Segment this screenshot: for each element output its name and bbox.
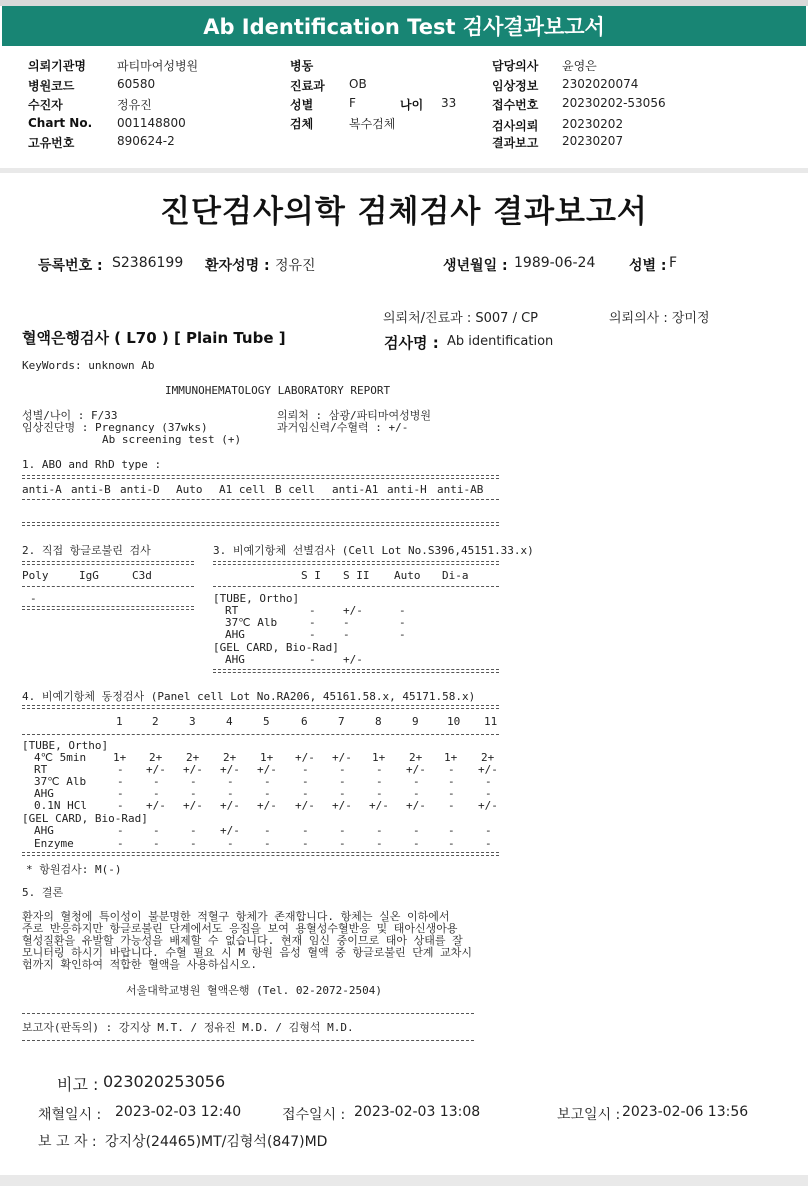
s4-cell: -: [227, 787, 234, 800]
s1-header: anti-B: [71, 483, 111, 496]
s4-cell: +/-: [146, 799, 166, 812]
test-request-label: 검사의뢰: [492, 119, 539, 133]
s2-value: -: [30, 592, 37, 605]
s4-cell: -: [117, 775, 124, 788]
s4-cell: -: [376, 787, 383, 800]
double-rule: [22, 705, 499, 709]
s4-col-header: 1: [116, 715, 123, 728]
reg-no-label: 등록번호 :: [38, 258, 103, 274]
s4-cell: +/-: [478, 763, 498, 776]
s4-cell: 2+: [481, 751, 495, 764]
test-request-value: 20230202: [562, 117, 624, 131]
patient-name-label: 환자성명 :: [205, 258, 270, 274]
s3-header: Auto: [394, 569, 421, 582]
s4-cell: -: [413, 775, 420, 788]
s4-row-label: RT: [34, 763, 48, 776]
age-label: 나이: [400, 98, 424, 112]
report-banner: Ab Identification Test 검사결과보고서: [2, 6, 806, 46]
s4-cell: -: [190, 787, 197, 800]
s4-cell: -: [117, 799, 124, 812]
conclusion-line: 험까지 확인하여 적합한 혈액을 사용하십시오.: [22, 958, 258, 971]
requester-dept: 의뢰처/진료과 : S007 / CP: [383, 311, 538, 326]
s4-cell: -: [485, 775, 492, 788]
s3-row-label: [TUBE, Ortho]: [213, 592, 300, 605]
conclusion-line: 모니터링 하시기 바랍니다. 수혈 필요 시 M 항원 음성 혈액 중 항글로불린 단계 교차시: [22, 946, 472, 959]
s3-cell: -: [399, 628, 406, 641]
s4-cell: 2+: [223, 751, 237, 764]
dept-label: 진료과: [290, 79, 325, 93]
s1-header: B cell: [275, 483, 315, 496]
s4-cell: -: [448, 763, 455, 776]
s4-cell: -: [264, 824, 271, 837]
specimen-value: 복수검체: [349, 117, 396, 131]
s3-cell: -: [343, 628, 350, 641]
s4-cell: -: [227, 837, 234, 850]
s4-cell: -: [302, 837, 309, 850]
s3-header: S I: [301, 569, 321, 582]
specimen-label: 검체: [290, 117, 314, 131]
report-time-value: 2023-02-06 13:56: [622, 1104, 749, 1120]
s4-cell: -: [448, 775, 455, 788]
s4-cell: -: [413, 824, 420, 837]
double-rule: [22, 852, 499, 856]
s4-cell: -: [153, 787, 160, 800]
bottom-border: [0, 1175, 808, 1186]
s4-row-label: 4℃ 5min: [34, 751, 87, 764]
sex-value-2: F: [669, 255, 678, 271]
remarks-label: 비고 :: [57, 1075, 99, 1094]
s4-col-header: 4: [226, 715, 233, 728]
s4-col-header: 10: [447, 715, 461, 728]
sex-label: 성별: [290, 98, 314, 112]
s4-title: 4. 비예기항체 동정검사 (Panel cell Lot No.RA206, 45161.58.x, 45171.58.x): [22, 690, 476, 703]
s4-cell: -: [413, 837, 420, 850]
s4-row-label: AHG: [34, 824, 54, 837]
s4-cell: -: [117, 763, 124, 776]
s3-header: S II: [343, 569, 370, 582]
s3-cell: +/-: [343, 653, 363, 666]
ward-label: 병동: [290, 59, 314, 73]
s4-cell: -: [302, 824, 309, 837]
s4-cell: 1+: [372, 751, 386, 764]
s4-row-label: AHG: [34, 787, 54, 800]
test-section-title: 혈액은행검사 ( L70 ) [ Plain Tube ]: [22, 329, 286, 347]
s4-cell: -: [376, 775, 383, 788]
s4-col-header: 7: [338, 715, 345, 728]
s3-cell: -: [309, 616, 316, 629]
requesting-doctor: 의뢰의사 : 장미정: [609, 311, 710, 326]
collection-label: 채혈일시 :: [38, 1107, 102, 1123]
double-rule: [22, 475, 499, 479]
s4-cell: -: [117, 837, 124, 850]
s4-cell: -: [485, 824, 492, 837]
s4-cell: +/-: [295, 751, 315, 764]
doctor-label: 담당의사: [492, 59, 539, 73]
s4-cell: -: [264, 775, 271, 788]
rule: [22, 734, 499, 735]
s3-cell: -: [399, 616, 406, 629]
s2-header: C3d: [132, 569, 152, 582]
diagnosis-line: 임상진단명 : Pregnancy (37wks): [22, 421, 208, 434]
s1-header: anti-AB: [437, 483, 484, 496]
s4-cell: -: [376, 837, 383, 850]
s3-header: Di-a: [442, 569, 469, 582]
s4-cell: -: [227, 775, 234, 788]
clinical-info-label: 임상정보: [492, 79, 539, 93]
hospital-code-label: 병원코드: [28, 79, 75, 93]
result-report-label: 결과보고: [492, 136, 539, 150]
clinical-info-value: 2302020074: [562, 77, 639, 91]
s4-row-label: 37℃ Alb: [34, 775, 87, 788]
s4-cell: +/-: [478, 799, 498, 812]
test-name-label: 검사명 :: [384, 334, 439, 352]
s4-cell: -: [190, 837, 197, 850]
s4-cell: -: [264, 787, 271, 800]
recipient-value: 정유진: [117, 98, 152, 112]
s2-header: IgG: [79, 569, 99, 582]
result-report-value: 20230207: [562, 134, 624, 148]
s4-cell: -: [339, 775, 346, 788]
s4-cell: -: [153, 824, 160, 837]
conclusion-line: 주로 반응하지만 항글로불린 단계에서도 응집을 보여 용혈성수혈반응 및 태아신생아용: [22, 922, 458, 935]
s4-cell: +/-: [220, 824, 240, 837]
collection-value: 2023-02-03 12:40: [115, 1104, 242, 1120]
s3-cell: -: [309, 628, 316, 641]
chart-no-value: 001148800: [117, 116, 186, 130]
s4-cell: -: [413, 787, 420, 800]
s4-cell: 1+: [444, 751, 458, 764]
screening-line: Ab screening test (+): [102, 433, 242, 446]
s1-header: Auto: [176, 483, 203, 496]
s4-cell: -: [117, 824, 124, 837]
s4-row-label: [GEL CARD, Bio-Rad]: [22, 812, 148, 825]
sex-label-2: 성별 :: [629, 258, 667, 274]
receipt-no-value: 20230202-53056: [562, 96, 666, 110]
s4-cell: -: [302, 775, 309, 788]
report-title: 진단검사의학 검체검사 결과보고서: [160, 194, 648, 230]
s3-cell: -: [399, 604, 406, 617]
s4-cell: -: [153, 775, 160, 788]
unique-no-value: 890624-2: [117, 134, 175, 148]
requester-line: 의뢰처 : 삼광/파티마여성병원: [277, 409, 432, 422]
blood-bank-contact: 서울대학교병원 혈액은행 (Tel. 02-2072-2504): [126, 984, 382, 997]
double-rule: [213, 561, 499, 565]
sex-age-line: 성별/나이 : F/33: [22, 409, 118, 422]
s4-cell: +/-: [146, 763, 166, 776]
reporter-label: 보 고 자 :: [38, 1134, 97, 1150]
double-rule: [22, 561, 194, 565]
keywords: KeyWords: unknown Ab: [22, 359, 155, 372]
s4-cell: +/-: [406, 763, 426, 776]
s1-header: A1 cell: [219, 483, 266, 496]
s4-cell: -: [153, 837, 160, 850]
s4-cell: -: [339, 824, 346, 837]
s4-cell: +/-: [220, 799, 240, 812]
rule: [22, 586, 194, 587]
s4-cell: +/-: [220, 763, 240, 776]
s4-cell: -: [264, 837, 271, 850]
reporters-line: 보고자(판독의) : 강지상 M.T. / 정유진 M.D. / 김형석 M.D.: [22, 1021, 354, 1034]
s4-cell: -: [339, 837, 346, 850]
s4-cell: -: [485, 837, 492, 850]
s4-cell: -: [339, 763, 346, 776]
s4-cell: +/-: [183, 763, 203, 776]
s3-row-label: AHG: [225, 653, 245, 666]
s4-cell: -: [190, 824, 197, 837]
s4-cell: +/-: [257, 763, 277, 776]
s4-col-header: 9: [412, 715, 419, 728]
conclusion-line: 혈성질환을 유발할 가능성을 배제할 수 없습니다. 현재 임신 중이므로 태아 상태를 잘: [22, 934, 463, 947]
rule: [22, 1013, 474, 1014]
conclusion-line: 환자의 혈청에 특이성이 불분명한 적혈구 항체가 존재합니다. 항체는 실온 이하에서: [22, 910, 450, 923]
s4-cell: +/-: [183, 799, 203, 812]
s4-cell: +/-: [406, 799, 426, 812]
s3-row-label: [GEL CARD, Bio-Rad]: [213, 641, 339, 654]
s3-title: 3. 비예기항체 선별검사 (Cell Lot No.S396,45151.33.x): [213, 544, 534, 557]
s4-col-header: 8: [375, 715, 382, 728]
report-time-label: 보고일시 :: [557, 1107, 621, 1123]
s4-cell: -: [339, 787, 346, 800]
doctor-value: 윤영은: [562, 59, 597, 73]
rule: [22, 1040, 474, 1041]
s2-header: Poly: [22, 569, 49, 582]
s4-cell: 2+: [409, 751, 423, 764]
s4-row-label: [TUBE, Ortho]: [22, 739, 109, 752]
s4-cell: -: [448, 799, 455, 812]
rule: [213, 586, 499, 587]
s4-cell: -: [117, 787, 124, 800]
remarks-value: 023020253056: [103, 1072, 226, 1091]
dept-value: OB: [349, 77, 367, 91]
receipt-no-label: 접수번호: [492, 98, 539, 112]
s1-header: anti-A1: [332, 483, 379, 496]
hospital-code-value: 60580: [117, 77, 156, 91]
s4-cell: -: [448, 837, 455, 850]
s4-col-header: 2: [152, 715, 159, 728]
receipt-label: 접수일시 :: [282, 1107, 346, 1123]
s4-col-header: 3: [189, 715, 196, 728]
s4-cell: 1+: [260, 751, 274, 764]
s4-cell: +/-: [257, 799, 277, 812]
s4-row-label: 0.1N HCl: [34, 799, 87, 812]
s4-cell: -: [376, 763, 383, 776]
s2-title: 2. 직접 항글로불린 검사: [22, 544, 151, 557]
dob-value: 1989-06-24: [514, 255, 596, 271]
s4-cell: 2+: [149, 751, 163, 764]
s1-title: 1. ABO and RhD type :: [22, 458, 162, 471]
s4-cell: -: [190, 775, 197, 788]
double-rule: [22, 606, 194, 610]
s4-col-header: 6: [301, 715, 308, 728]
s4-col-header: 11: [484, 715, 498, 728]
s4-cell: -: [302, 787, 309, 800]
s1-header: anti-A: [22, 483, 62, 496]
age-value: 33: [441, 96, 457, 110]
s3-row-label: AHG: [225, 628, 245, 641]
institution-label: 의뢰기관명: [28, 59, 86, 73]
rule: [22, 499, 499, 500]
dob-label: 생년월일 :: [443, 258, 508, 274]
chart-no-label: Chart No.: [28, 116, 93, 130]
test-name-value: Ab identification: [447, 334, 554, 349]
reporter-value: 강지상(24465)MT/김형석(847)MD: [105, 1134, 328, 1150]
s4-cell: -: [448, 787, 455, 800]
s3-row-label: 37℃ Alb: [225, 616, 278, 629]
receipt-value: 2023-02-03 13:08: [354, 1104, 481, 1120]
sex-value: F: [349, 96, 356, 110]
double-rule: [22, 522, 499, 526]
s4-cell: +/-: [332, 751, 352, 764]
s3-cell: -: [309, 653, 316, 666]
s4-col-header: 5: [263, 715, 270, 728]
s4-cell: -: [485, 787, 492, 800]
s4-row-label: Enzyme: [34, 837, 74, 850]
s3-cell: -: [343, 616, 350, 629]
s1-header: anti-D: [120, 483, 160, 496]
lab-report-title: IMMUNOHEMATOLOGY LABORATORY REPORT: [165, 384, 391, 397]
recipient-label: 수진자: [28, 98, 63, 112]
s3-row-label: RT: [225, 604, 239, 617]
unique-no-label: 고유번호: [28, 136, 75, 150]
s3-cell: -: [309, 604, 316, 617]
s5-title: 5. 결론: [22, 886, 64, 899]
s4-cell: 1+: [113, 751, 127, 764]
history-line: 과거임신력/수혈력 : +/-: [277, 421, 409, 434]
double-rule: [213, 669, 499, 673]
s4-cell: -: [448, 824, 455, 837]
s4-cell: 2+: [186, 751, 200, 764]
reg-no-value: S2386199: [112, 255, 184, 271]
s4-cell: -: [302, 763, 309, 776]
s4-cell: -: [376, 824, 383, 837]
s1-header: anti-H: [387, 483, 427, 496]
s3-cell: +/-: [343, 604, 363, 617]
s4-cell: +/-: [295, 799, 315, 812]
section-divider: [0, 168, 808, 173]
institution-value: 파티마여성병원: [117, 59, 199, 73]
antigen-test: * 항원검사: M(-): [26, 863, 122, 876]
patient-name-value: 정유진: [275, 258, 316, 274]
s4-cell: +/-: [332, 799, 352, 812]
s4-cell: +/-: [369, 799, 389, 812]
